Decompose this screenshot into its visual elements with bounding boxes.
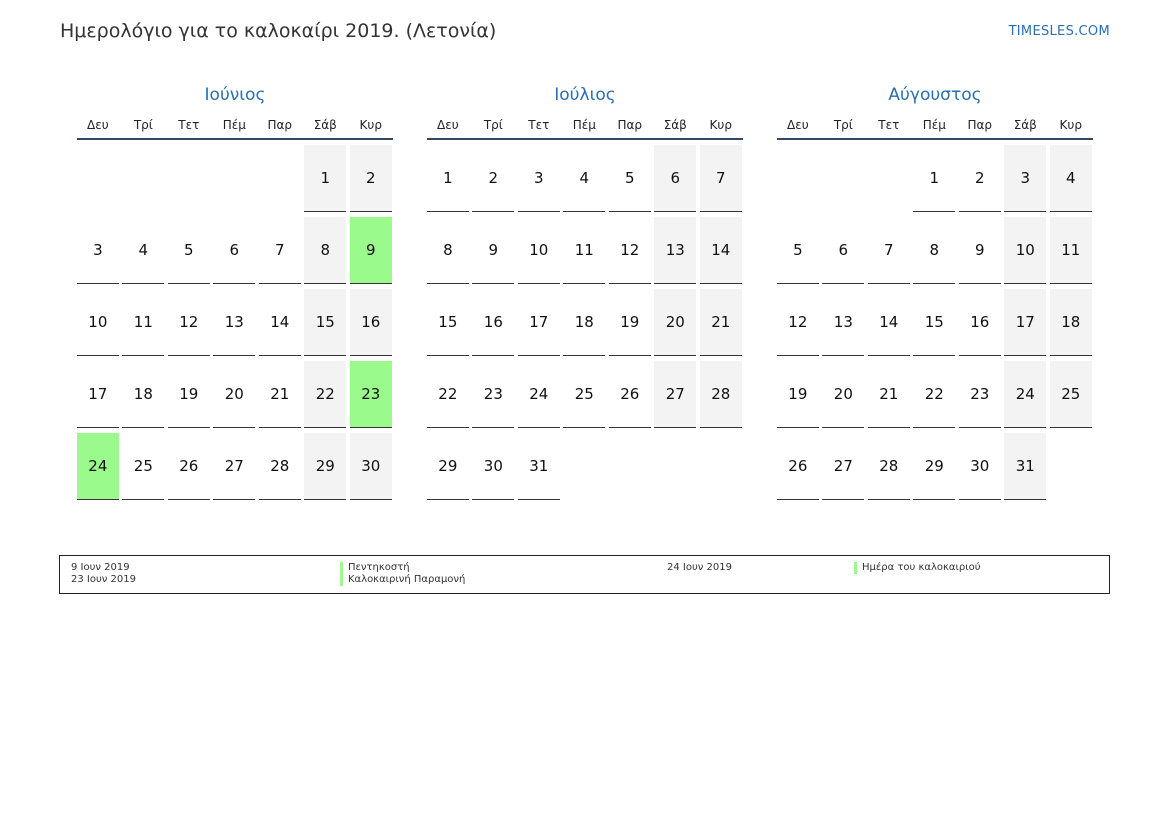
weekday-label: Παρ <box>617 118 643 132</box>
empty-day-cell <box>213 145 255 211</box>
day-cell: 3 <box>1004 145 1046 212</box>
day-cell: 10 <box>77 289 119 356</box>
day-cell: 29 <box>304 433 346 500</box>
day-cell: 13 <box>654 217 696 284</box>
weekday-label: Σάβ <box>1013 118 1037 132</box>
empty-day-cell <box>822 145 864 211</box>
day-cell: 20 <box>654 289 696 356</box>
weekday-label: Πέμ <box>922 118 946 132</box>
day-cell: 14 <box>868 289 910 356</box>
legend-date: 23 Ιουν 2019 <box>71 574 136 585</box>
day-cell: 11 <box>1050 217 1092 284</box>
day-cell: 19 <box>168 361 210 428</box>
day-cell: 24 <box>1004 361 1046 428</box>
empty-day-cell <box>259 145 301 211</box>
legend-date: 24 Ιουν 2019 <box>667 562 732 573</box>
day-cell: 25 <box>563 361 605 428</box>
day-cell: 20 <box>213 361 255 428</box>
weekday-label: Κυρ <box>709 118 732 132</box>
day-cell: 2 <box>472 145 514 212</box>
day-cell: 30 <box>959 433 1001 500</box>
day-cell: 16 <box>472 289 514 356</box>
weekday-label: Δευ <box>87 118 109 132</box>
day-cell: 18 <box>122 361 164 428</box>
day-cell: 30 <box>350 433 392 500</box>
day-cell: 14 <box>259 289 301 356</box>
day-cell: 21 <box>259 361 301 428</box>
day-cell: 6 <box>822 217 864 284</box>
day-cell: 4 <box>563 145 605 212</box>
day-cell: 21 <box>700 289 742 356</box>
day-cell: 19 <box>609 289 651 356</box>
empty-day-cell <box>777 145 819 211</box>
day-cell: 12 <box>777 289 819 356</box>
day-cell: 28 <box>259 433 301 500</box>
day-cell: 28 <box>700 361 742 428</box>
month-july <box>427 82 743 500</box>
day-grid <box>77 145 393 500</box>
day-cell: 9 <box>959 217 1001 284</box>
weekday-label: Τετ <box>528 118 550 132</box>
day-cell: 13 <box>213 289 255 356</box>
weekday-label: Τρί <box>483 118 503 132</box>
weekday-label: Πέμ <box>222 118 246 132</box>
day-cell: 25 <box>122 433 164 500</box>
day-cell: 2 <box>959 145 1001 212</box>
day-cell: 11 <box>122 289 164 356</box>
weekday-label: Σάβ <box>313 118 337 132</box>
day-cell: 24 <box>518 361 560 428</box>
day-cell: 22 <box>913 361 955 428</box>
day-grid <box>427 145 743 500</box>
day-cell: 21 <box>868 361 910 428</box>
day-cell: 28 <box>868 433 910 500</box>
day-cell: 5 <box>777 217 819 284</box>
day-cell: 19 <box>777 361 819 428</box>
weekday-label: Παρ <box>267 118 293 132</box>
month-name: Ιούνιος <box>204 85 266 105</box>
weekday-header <box>777 112 1093 140</box>
weekday-label: Δευ <box>437 118 459 132</box>
day-cell: 1 <box>427 145 469 212</box>
day-cell: 15 <box>427 289 469 356</box>
day-cell: 17 <box>518 289 560 356</box>
day-cell: 2 <box>350 145 392 212</box>
weekday-label: Τετ <box>878 118 900 132</box>
day-cell: 7 <box>868 217 910 284</box>
day-cell: 17 <box>77 361 119 428</box>
day-cell: 4 <box>122 217 164 284</box>
legend-holiday-name: Πεντηκοστή <box>340 562 410 574</box>
empty-day-cell <box>168 145 210 211</box>
day-cell: 7 <box>700 145 742 212</box>
legend-holiday-name: Ημέρα του καλοκαιριού <box>854 562 981 574</box>
day-cell: 18 <box>563 289 605 356</box>
day-cell: 29 <box>427 433 469 500</box>
month-name: Ιούλιος <box>554 85 616 105</box>
day-cell: 25 <box>1050 361 1092 428</box>
day-cell: 30 <box>472 433 514 500</box>
day-cell: 15 <box>913 289 955 356</box>
legend-date: 9 Ιουν 2019 <box>71 562 130 573</box>
weekday-label: Τρί <box>133 118 153 132</box>
site-link[interactable]: TIMESLES.COM <box>1008 24 1110 39</box>
day-cell: 22 <box>427 361 469 428</box>
day-cell: 12 <box>168 289 210 356</box>
day-cell: 3 <box>518 145 560 212</box>
day-cell: 5 <box>609 145 651 212</box>
day-cell: 15 <box>304 289 346 356</box>
day-grid <box>777 145 1093 500</box>
month-june <box>77 82 393 500</box>
empty-day-cell <box>77 145 119 211</box>
day-cell: 14 <box>700 217 742 284</box>
day-cell: 31 <box>518 433 560 500</box>
day-cell: 13 <box>822 289 864 356</box>
day-cell: 23 <box>472 361 514 428</box>
page-title: Ημερολόγιο για το καλοκαίρι 2019. (Λετονία) <box>60 20 497 42</box>
day-cell: 27 <box>654 361 696 428</box>
weekday-label: Πέμ <box>572 118 596 132</box>
day-cell: 4 <box>1050 145 1092 212</box>
day-cell: 22 <box>304 361 346 428</box>
day-cell: 26 <box>777 433 819 500</box>
holiday-day-cell: 9 <box>350 217 392 284</box>
day-cell: 17 <box>1004 289 1046 356</box>
holiday-legend <box>59 555 1110 594</box>
weekday-label: Κυρ <box>1059 118 1082 132</box>
weekday-label: Παρ <box>967 118 993 132</box>
empty-day-cell <box>868 145 910 211</box>
day-cell: 29 <box>913 433 955 500</box>
day-cell: 8 <box>913 217 955 284</box>
month-name: Αύγουστος <box>888 85 982 105</box>
holiday-day-cell: 24 <box>77 433 119 500</box>
day-cell: 23 <box>959 361 1001 428</box>
day-cell: 27 <box>822 433 864 500</box>
day-cell: 16 <box>959 289 1001 356</box>
day-cell: 10 <box>518 217 560 284</box>
holiday-day-cell: 23 <box>350 361 392 428</box>
weekday-header <box>427 112 743 140</box>
legend-holiday-name: Καλοκαιρινή Παραμονή <box>340 574 465 586</box>
weekday-label: Δευ <box>787 118 809 132</box>
day-cell: 18 <box>1050 289 1092 356</box>
weekday-label: Τετ <box>178 118 200 132</box>
day-cell: 6 <box>654 145 696 212</box>
day-cell: 6 <box>213 217 255 284</box>
day-cell: 26 <box>609 361 651 428</box>
day-cell: 10 <box>1004 217 1046 284</box>
day-cell: 11 <box>563 217 605 284</box>
day-cell: 8 <box>304 217 346 284</box>
weekday-header <box>77 112 393 140</box>
empty-day-cell <box>122 145 164 211</box>
weekday-label: Κυρ <box>359 118 382 132</box>
weekday-label: Τρί <box>833 118 853 132</box>
day-cell: 31 <box>1004 433 1046 500</box>
weekday-label: Σάβ <box>663 118 687 132</box>
day-cell: 1 <box>304 145 346 212</box>
day-cell: 5 <box>168 217 210 284</box>
day-cell: 12 <box>609 217 651 284</box>
month-august <box>777 82 1093 500</box>
day-cell: 9 <box>472 217 514 284</box>
day-cell: 20 <box>822 361 864 428</box>
day-cell: 3 <box>77 217 119 284</box>
day-cell: 26 <box>168 433 210 500</box>
day-cell: 8 <box>427 217 469 284</box>
day-cell: 27 <box>213 433 255 500</box>
day-cell: 7 <box>259 217 301 284</box>
day-cell: 16 <box>350 289 392 356</box>
day-cell: 1 <box>913 145 955 212</box>
